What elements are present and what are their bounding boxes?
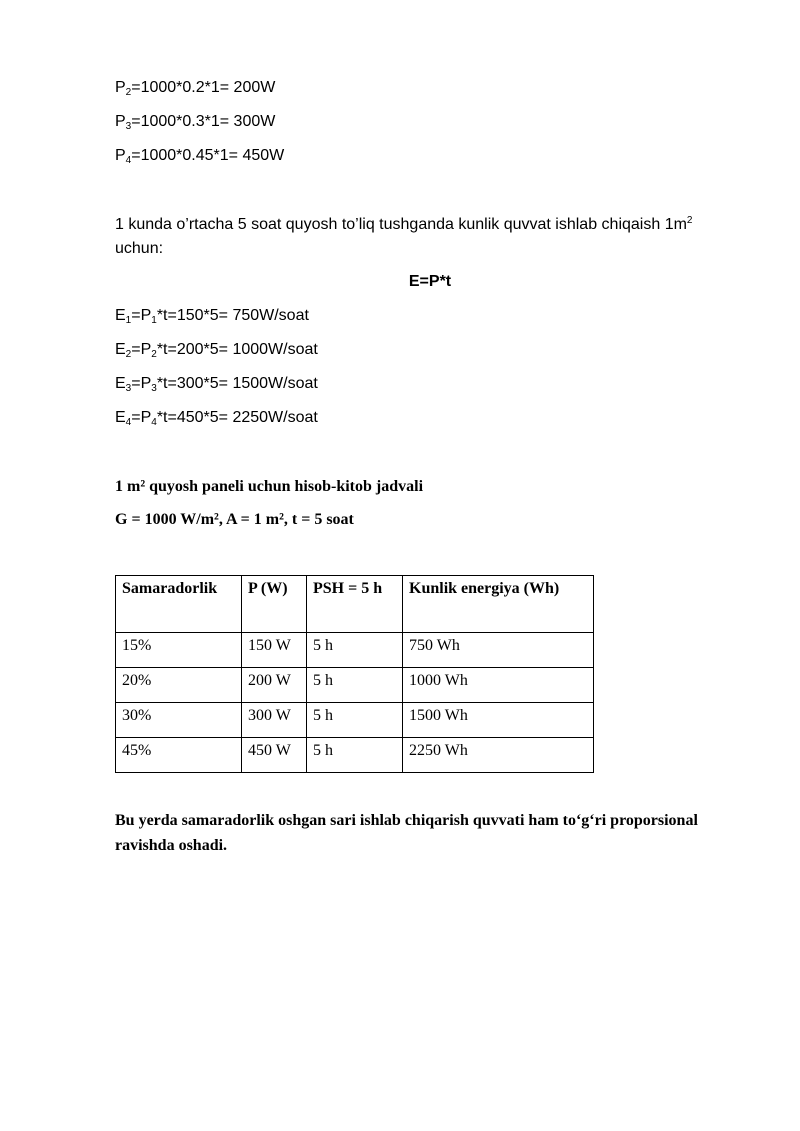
energy-line-e2 xyxy=(115,340,318,360)
table-header-row xyxy=(116,576,594,633)
symbol: E xyxy=(115,341,126,358)
expression: *t=150*5= 750W/soat xyxy=(156,307,309,324)
table-cell: 1500 Wh xyxy=(403,703,594,738)
subscript: 1 xyxy=(151,315,157,326)
energy-line-e1 xyxy=(115,306,309,326)
table-cell: 200 W xyxy=(242,668,307,703)
energy-table xyxy=(115,575,594,773)
header-cell: PSH = 5 h xyxy=(307,576,403,633)
energy-line-e3 xyxy=(115,374,318,394)
subscript: 1 xyxy=(125,315,132,326)
table-cell: 750 Wh xyxy=(403,633,594,668)
table-cell: 5 h xyxy=(307,668,403,703)
expression: =1000*0.2*1= 200W xyxy=(131,79,276,96)
symbol: E xyxy=(115,307,126,324)
header-cell: Kunlik energiya (Wh) xyxy=(403,576,594,633)
subscript: 3 xyxy=(125,383,132,394)
table-cell: 30% xyxy=(116,703,242,738)
table-parameters: G = 1000 W/m², A = 1 m², t = 5 soat xyxy=(115,511,354,528)
table-cell: 20% xyxy=(116,668,242,703)
symbol: =P xyxy=(131,409,152,426)
symbol: P xyxy=(115,79,126,96)
table-cell: 5 h xyxy=(307,703,403,738)
subscript: 2 xyxy=(125,349,132,360)
power-line-p2 xyxy=(115,78,275,98)
superscript: 2 xyxy=(686,215,693,226)
symbol: P xyxy=(115,113,126,130)
subscript: 3 xyxy=(125,121,132,132)
symbol: E xyxy=(115,409,126,426)
header-cell: Samaradorlik xyxy=(116,576,242,633)
table-cell: 300 W xyxy=(242,703,307,738)
table-cell: 150 W xyxy=(242,633,307,668)
symbol: =P xyxy=(131,375,152,392)
intro-line-2: uchun: xyxy=(115,240,164,257)
header-cell: P (W) xyxy=(242,576,307,633)
table-cell: 5 h xyxy=(307,738,403,773)
subscript: 4 xyxy=(125,417,132,428)
table-row xyxy=(116,703,594,738)
subscript: 2 xyxy=(125,87,132,98)
table-row xyxy=(116,633,594,668)
power-line-p4 xyxy=(115,146,284,166)
subscript: 4 xyxy=(125,155,132,166)
expression: =1000*0.45*1= 450W xyxy=(131,147,285,164)
table-cell: 45% xyxy=(116,738,242,773)
energy-line-e4 xyxy=(115,408,318,428)
table-row xyxy=(116,738,594,773)
table-cell: 5 h xyxy=(307,633,403,668)
intro-line-1 xyxy=(115,215,692,235)
formula-heading: E=P*t xyxy=(408,273,452,290)
table-cell: 1000 Wh xyxy=(403,668,594,703)
expression: *t=450*5= 2250W/soat xyxy=(156,409,318,426)
symbol: E xyxy=(115,375,126,392)
subscript: 4 xyxy=(151,417,157,428)
symbol: P xyxy=(115,147,126,164)
table-cell: 15% xyxy=(116,633,242,668)
table-title: 1 m² quyosh paneli uchun hisob-kitob jadvali xyxy=(115,478,424,495)
expression: *t=300*5= 1500W/soat xyxy=(156,375,318,392)
subscript: 3 xyxy=(151,383,157,394)
expression: =1000*0.3*1= 300W xyxy=(131,113,276,130)
subscript: 2 xyxy=(151,349,157,360)
symbol: =P xyxy=(131,307,152,324)
conclusion-paragraph: Bu yerda samaradorlik oshgan sari ishlab chiqarish quvvati ham to‘g‘ri proporsional ravishda oshadi. xyxy=(115,812,698,854)
symbol: =P xyxy=(131,341,152,358)
table-cell: 2250 Wh xyxy=(403,738,594,773)
table-cell: 450 W xyxy=(242,738,307,773)
table-row xyxy=(116,668,594,703)
power-line-p3 xyxy=(115,112,275,132)
intro-text: 1 kunda o’rtacha 5 soat quyosh to’liq tushganda kunlik quvvat ishlab chiqaish 1m xyxy=(115,216,687,233)
expression: *t=200*5= 1000W/soat xyxy=(156,341,318,358)
